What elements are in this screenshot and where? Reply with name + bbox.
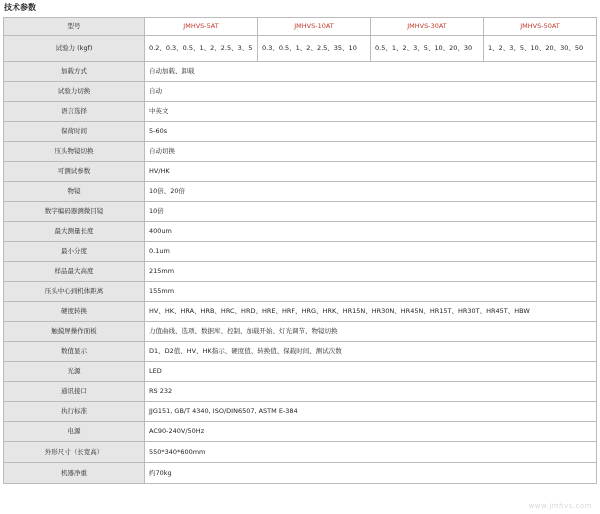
spec-value: 10倍、20倍	[145, 182, 597, 202]
spec-label: 最大测量长度	[4, 222, 145, 242]
spec-value: HV/HK	[145, 162, 597, 182]
spec-row	[4, 182, 597, 202]
spec-row	[4, 242, 597, 262]
model-cell: JMHVS-30AT	[371, 18, 484, 36]
spec-row	[4, 402, 597, 422]
spec-row	[4, 222, 597, 242]
spec-row	[4, 382, 597, 402]
spec-row	[4, 102, 597, 122]
header-label: 型号	[4, 18, 145, 36]
spec-value: 中英文	[145, 102, 597, 122]
model-cell: JMHVS-50AT	[484, 18, 597, 36]
spec-label: 通讯接口	[4, 382, 145, 402]
spec-label: 数字编码器测微目镜	[4, 202, 145, 222]
spec-label: 物镜	[4, 182, 145, 202]
spec-row	[4, 162, 597, 182]
spec-label: 光源	[4, 362, 145, 382]
force-row	[4, 36, 597, 62]
spec-row	[4, 142, 597, 162]
spec-value: 约70kg	[145, 463, 597, 484]
force-value: 1、2、3、5、10、20、30、50	[484, 36, 597, 62]
spec-value: 自动切换	[145, 142, 597, 162]
spec-value: 0.1um	[145, 242, 597, 262]
spec-row	[4, 262, 597, 282]
spec-table	[3, 17, 597, 484]
spec-label: 试验力切换	[4, 82, 145, 102]
spec-value: AC90-240V/50Hz	[145, 422, 597, 442]
spec-value: 5-60s	[145, 122, 597, 142]
page-title: 技术参数	[4, 3, 36, 12]
spec-value: RS 232	[145, 382, 597, 402]
spec-row	[4, 463, 597, 484]
header-row	[4, 18, 597, 36]
spec-label: 保荷时间	[4, 122, 145, 142]
spec-row	[4, 342, 597, 362]
spec-value: LED	[145, 362, 597, 382]
spec-value: 550*340*600mm	[145, 442, 597, 463]
spec-value: 215mm	[145, 262, 597, 282]
spec-label: 语言选择	[4, 102, 145, 122]
force-value: 0.2、0.3、0.5、1、2、2.5、3、5	[145, 36, 258, 62]
spec-row	[4, 282, 597, 302]
spec-value: 10倍	[145, 202, 597, 222]
spec-label: 样品最大高度	[4, 262, 145, 282]
spec-row	[4, 322, 597, 342]
spec-label: 可测试参数	[4, 162, 145, 182]
watermark: www.jmhvs.com	[528, 502, 592, 510]
model-cell: JMHVS-5AT	[145, 18, 258, 36]
spec-value: 自动加载、卸载	[145, 62, 597, 82]
spec-value: 400um	[145, 222, 597, 242]
spec-label: 压头中心到机体距离	[4, 282, 145, 302]
spec-row	[4, 362, 597, 382]
spec-row	[4, 302, 597, 322]
spec-value: HV、HK、HRA、HRB、HRC、HRD、HRE、HRF、HRG、HRK、HR15N、HR30N、HR45N、HR15T、HR30T、HR45T、HBW	[145, 302, 597, 322]
force-label: 试验力 (kgf)	[4, 36, 145, 62]
spec-row	[4, 122, 597, 142]
force-value: 0.3、0.5、1、2、2.5、35、10	[258, 36, 371, 62]
spec-row	[4, 442, 597, 463]
spec-label: 最小分度	[4, 242, 145, 262]
spec-value: JJG151, GB/T 4340, ISO/DIN6507, ASTM E-384	[145, 402, 597, 422]
spec-label: 数值显示	[4, 342, 145, 362]
spec-value: 力值曲线、选项、数据库、控制、加载开始、灯光调节、物镜切换	[145, 322, 597, 342]
spec-label: 触摸屏操作面板	[4, 322, 145, 342]
spec-row	[4, 82, 597, 102]
spec-label: 压头物镜切换	[4, 142, 145, 162]
spec-label: 加载方式	[4, 62, 145, 82]
spec-label: 电源	[4, 422, 145, 442]
spec-label: 执行标准	[4, 402, 145, 422]
spec-label: 硬度转换	[4, 302, 145, 322]
spec-label: 外形尺寸（长宽高）	[4, 442, 145, 463]
spec-row	[4, 202, 597, 222]
spec-value: 自动	[145, 82, 597, 102]
spec-label: 机器净重	[4, 463, 145, 484]
force-value: 0.5、1、2、3、5、10、20、30	[371, 36, 484, 62]
spec-value: D1、D2值、HV、HK指示、硬度值、转换值、保载时间、测试次数	[145, 342, 597, 362]
model-cell: JMHVS-10AT	[258, 18, 371, 36]
spec-row	[4, 422, 597, 442]
spec-value: 155mm	[145, 282, 597, 302]
spec-row	[4, 62, 597, 82]
